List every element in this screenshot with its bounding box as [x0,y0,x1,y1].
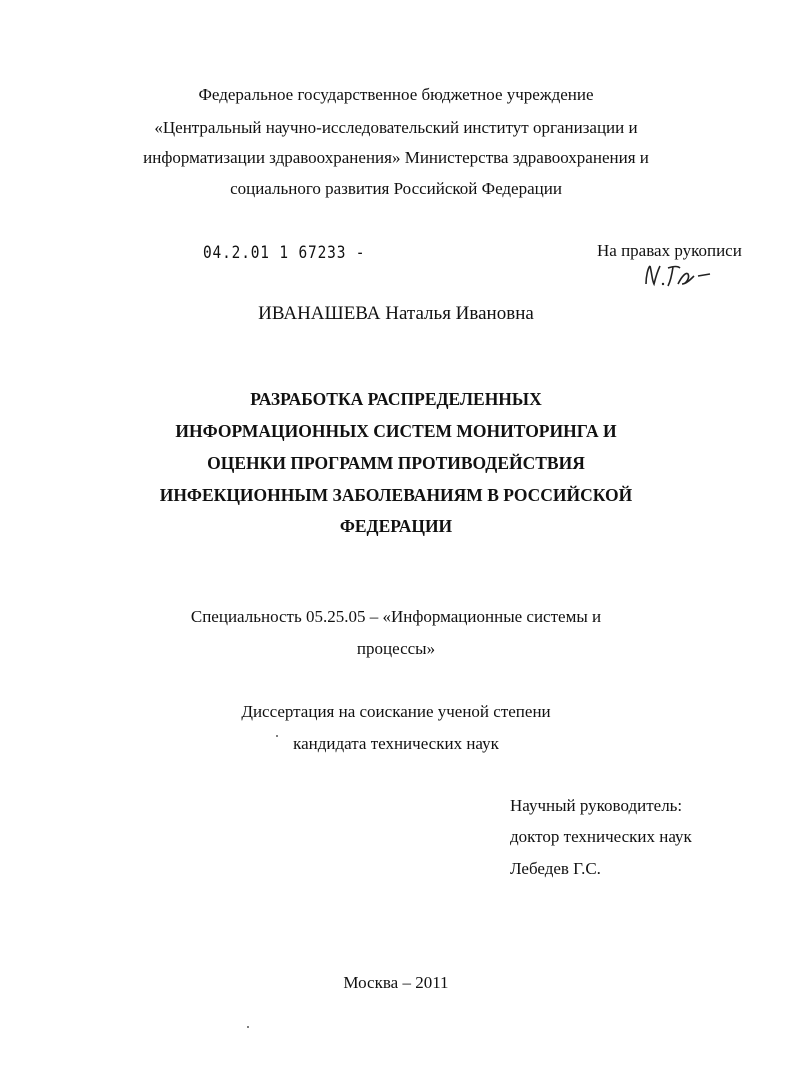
title-line-5: ФЕДЕРАЦИИ [339,516,453,536]
specialty-line-1: Специальность 05.25.05 – «Информационные системы и [190,607,602,626]
title-line-2: ИНФОРМАЦИОННЫХ СИСТЕМ МОНИТОРИНГА И [175,421,617,441]
degree-line-2: кандидата технических наук [293,734,499,753]
institution-line-1: Федеральное государственное бюджетное учреждение [198,85,594,104]
supervisor-degree: доктор технических наук [510,827,692,846]
title-line-1: РАЗРАБОТКА РАСПРЕДЕЛЕННЫХ [250,389,542,409]
rights-notice: На правах рукописи [597,241,742,260]
registration-number: 04.2.01 1 67233 - [203,243,366,263]
scan-speck [276,735,278,737]
author-name: ИВАНАШЕВА Наталья Ивановна [258,303,534,324]
institution-line-2: «Центральный научно-исследовательский институт организации и [154,118,638,137]
institution-line-3: информатизации здравоохранения» Министерства здравоохранения и [143,148,649,167]
place-year: Москва – 2011 [343,973,449,992]
handwritten-signature [640,262,715,292]
specialty-line-2: процессы» [356,639,436,658]
title-line-4: ИНФЕКЦИОННЫМ ЗАБОЛЕВАНИЯМ В РОССИЙСКОЙ [159,485,633,505]
title-line-3: ОЦЕНКИ ПРОГРАММ ПРОТИВОДЕЙСТВИЯ [207,453,585,473]
scan-speck [247,1026,249,1028]
supervisor-name: Лебедев Г.С. [510,859,601,878]
supervisor-label: Научный руководитель: [510,796,683,815]
degree-line-1: Диссертация на соискание ученой степени [241,702,551,721]
institution-line-4: социального развития Российской Федерации [230,179,562,198]
